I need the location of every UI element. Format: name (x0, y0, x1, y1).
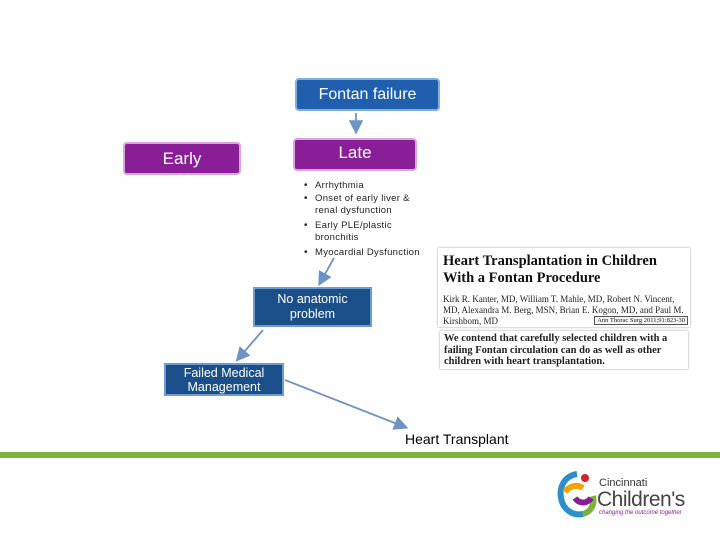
late-criterion: • Myocardial Dysfunction (304, 247, 434, 260)
arrow-late-to-no-anatomic (320, 258, 334, 283)
paper-title: Heart Transplantation in Children With a Fontan Procedure (443, 253, 657, 286)
late-criteria-list (304, 180, 434, 259)
late-box (293, 138, 417, 171)
paper-quote: We contend that carefully selected children with a failing Fontan circulation can do as well as other children with heart transplantation. (444, 333, 668, 367)
late-criterion: • Onset of early liver & renal dysfunction (304, 193, 434, 218)
paper-quote-box (440, 331, 688, 369)
early-label: Early (162, 148, 202, 168)
heart-transplant-label: Heart Transplant (405, 431, 509, 447)
logo-name-line2: Children's (597, 488, 685, 511)
arrow-failed-to-transplant (285, 380, 405, 427)
paper-excerpt (438, 248, 690, 327)
early-box (123, 142, 241, 175)
late-criterion: • Arrhythmia (304, 180, 434, 193)
paper-authors: Kirk R. Kanter, MD, William T. Mahle, MD, Robert N. Vincent, MD, Alexandra M. Berg, MSN, Brian E. Kogon, MD, and Paul M. Kirshbom, MD (443, 294, 684, 326)
logo-name-line1: Cincinnati (599, 477, 648, 489)
cincinnati-childrens-logo (555, 468, 705, 522)
fontan-failure-label: Fontan failure (318, 85, 417, 103)
logo-figure-icon (555, 468, 599, 522)
late-label: Late (338, 143, 372, 162)
arrow-no-anatomic-to-failed (238, 330, 263, 359)
no-anatomic-problem-box (253, 287, 372, 327)
logo-tagline: changing the outcome together (599, 510, 682, 516)
paper-citation: Ann Thorac Surg 2011;91:823-30 (594, 316, 688, 325)
no-anatomic-problem-label: No anatomic problem (277, 292, 348, 321)
fontan-failure-box (295, 78, 440, 111)
failed-medical-management-label: Failed Medical Management (183, 365, 265, 394)
footer-divider (0, 452, 720, 458)
failed-medical-management-box (164, 363, 284, 396)
late-criterion: • Early PLE/plastic bronchitis (304, 220, 434, 245)
